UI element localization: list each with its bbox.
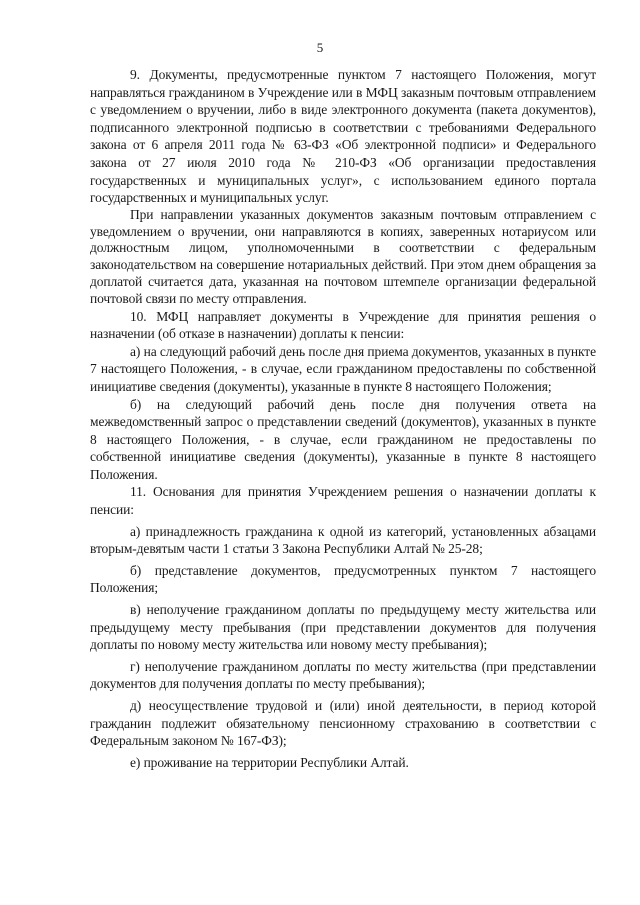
paragraph-9-mail-copies: При направлении указанных документов заказным почтовым отправлением с уведомлением о вручении, они направляются в копиях, заверенных нотариусом или должностным лицом, уполномоченными в соответствии с федеральным законодательством на совершение нотариальных действий. При этом днем обращения за доплатой считается дата, указанная на почтовом штемпеле организации федеральной почтовой связи по месту отправления. — [90, 206, 596, 306]
paragraph-11: 11. Основания для принятия Учреждением решения о назначении доплаты к пенсии: — [90, 484, 596, 518]
paragraph-11-item-d: д) неосуществление трудовой и (или) иной деятельности, в период которой гражданин подлежит обязательному пенсионному страхованию в соответствии с Федеральным законом № 167-ФЗ); — [90, 698, 596, 749]
page-number: 5 — [316, 40, 324, 55]
paragraph-10-item-b: б) на следующий рабочий день после дня получения ответа на межведомственный запрос о представлении сведений (документов), указанных в пункте 8 настоящего Положения, - в случае, если гражданином не предоставлены по собственной инициативе сведения (документы), указанные в пункте 8 настоящего Положения. — [90, 396, 596, 482]
paragraph-11-item-v: в) неполучение гражданином доплаты по предыдущему месту жительства или предыдущему месту пребывания (при представлении документов для получения доплаты по новому месту жительства или новому месту пребывания); — [90, 602, 596, 653]
paragraph-10-item-a: а) на следующий рабочий день после дня приема документов, указанных в пункте 7 настоящего Положения, - в случае, если гражданином предоставлены по собственной инициативе сведения (документы), указанные в пункте 8 настоящего Положения; — [90, 343, 596, 394]
paragraph-10: 10. МФЦ направляет документы в Учреждение для принятия решения о назначении (об отказе в назначении) доплаты к пенсии: — [90, 308, 596, 342]
document-body — [90, 66, 596, 771]
paragraph-9: 9. Документы, предусмотренные пунктом 7 настоящего Положения, могут направляться гражданином в Учреждение или в МФЦ заказным почтовым отправлением с уведомлением о вручении, либо в виде электронного документа (пакета документов), подписанного электронной подписью в соответствии с требованиями Федерального закона от 6 апреля 2011 года № 63-ФЗ «Об электронной подписи» и Федерального закона от 27 июля 2010 года № 210-ФЗ «Об организации предоставления государственных и муниципальных услуг», с использованием единого портала государственных и муниципальных услуг. — [90, 67, 596, 206]
paragraph-11-item-g: г) неполучение гражданином доплаты по месту жительства (при представлении документов для получения доплаты по месту пребывания); — [90, 658, 596, 692]
paragraph-11-item-a: а) принадлежность гражданина к одной из категорий, установленных абзацами вторым-девятым части 1 статьи 3 Закона Республики Алтай № 25-28; — [90, 523, 596, 557]
paragraph-11-item-b: б) представление документов, предусмотренных пунктом 7 настоящего Положения; — [90, 562, 596, 596]
paragraph-11-item-e: е) проживание на территории Республики Алтай. — [130, 754, 409, 770]
